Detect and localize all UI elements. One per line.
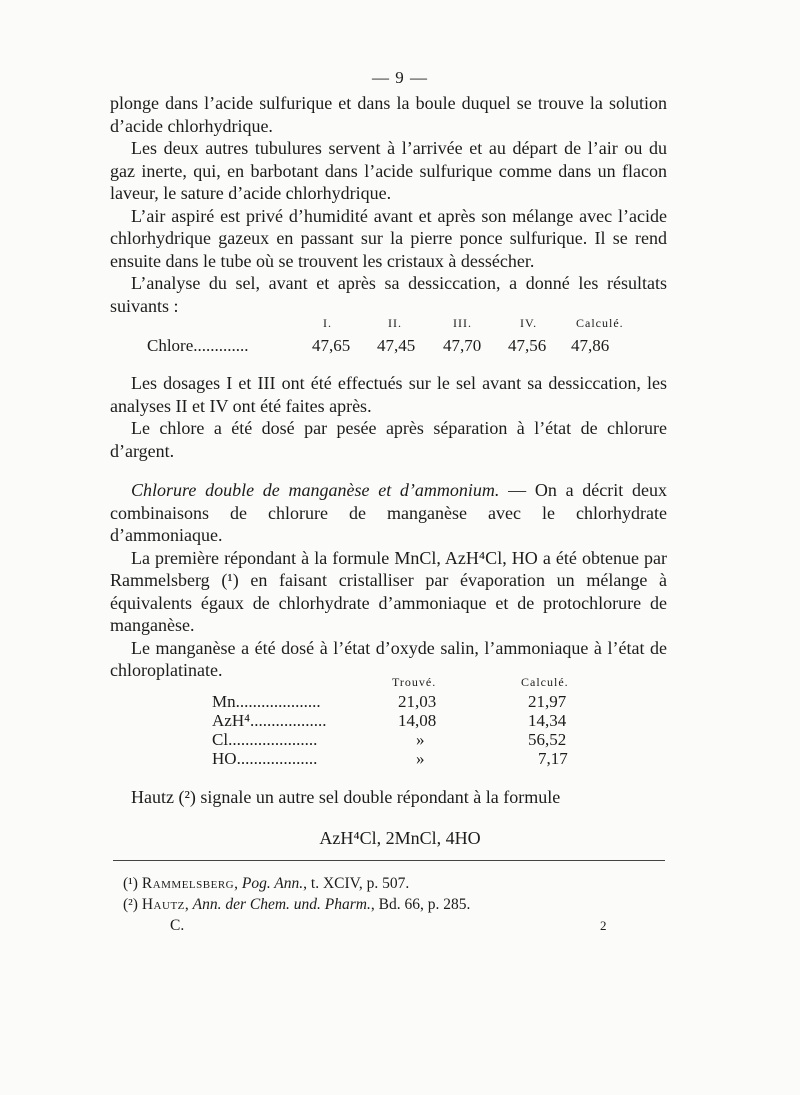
row-label: Mn.................... [212,692,321,711]
table-cell: 47,65 [312,336,351,355]
table-header: III. [453,316,472,330]
signature-mark: C. [170,917,185,934]
page-number: — 9 — [372,68,428,87]
paragraph: plonge dans l’acide sulfurique et dans la boule duquel se trouve la solution d’acide chlorhydrique. [110,93,667,136]
text-block-intro [110,92,667,317]
paragraph: La première répondant à la formule MnCl, AzH⁴Cl, HO a été obtenue par Rammelsberg (¹) en faisant cristalliser par évaporation un mélange à équivalents égaux de chlorhydrate d’ammoniaque et de protochlorure de manganèse. [110,547,667,635]
table-cell: 7,17 [538,749,568,768]
table-cell: 47,70 [443,336,482,355]
paragraph: Le chlore a été dosé par pesée après séparation à l’état de chlorure d’argent. [110,418,667,461]
table-header: I. [323,316,332,330]
row-label: Chlore............. [147,336,249,355]
text-block-dosages [110,372,667,462]
paragraph: Les deux autres tubulures servent à l’arrivée et au départ de l’air ou du gaz inerte, qui, en barbotant dans l’acide sulfurique comme dans un flacon laveur, le sature d’acide chlorhydrique. [110,138,667,203]
table-header: IV. [520,316,538,330]
table-header: Calculé. [521,675,569,689]
paragraph: L’analyse du sel, avant et après sa dessiccation, a donné les résultats suivants : [110,273,667,316]
table-cell: 14,08 [398,711,437,730]
paragraph: Les dosages I et III ont été effectués sur le sel avant sa dessiccation, les analyses II et IV ont été faites après. [110,373,667,416]
signature-number: 2 [600,918,607,933]
text-block-hautz [110,786,667,809]
table-cell: 47,86 [571,336,610,355]
table-cell: 56,52 [528,730,567,749]
footnote-divider [113,860,665,861]
table-cell: 21,97 [528,692,567,711]
row-label: HO................... [212,749,318,768]
text-block-manganese [110,479,667,682]
paragraph: Chlorure double de manganèse et d’ammonium. — On a décrit deux combinaisons de chlorure de manganèse avec le chlorhydrate d’ammoniaque. [110,480,667,545]
section-title: Chlorure double de manganèse et d’ammonium. [131,480,500,500]
table-cell: 47,56 [508,336,547,355]
paragraph: Hautz (²) signale un autre sel double répondant à la formule [131,787,561,807]
table-cell: 14,34 [528,711,567,730]
chemical-formula: AzH⁴Cl, 2MnCl, 4HO [319,828,481,848]
row-label: Cl..................... [212,730,318,749]
footnote: (¹) Rammelsberg, Pog. Ann., t. XCIV, p. 507. [123,875,410,892]
paragraph: Le manganèse a été dosé à l’état d’oxyde salin, l’ammoniaque à l’état de chloroplatinate. [110,637,667,680]
paragraph: L’air aspiré est privé d’humidité avant et après son mélange avec l’acide chlorhydrique gazeux en passant sur la pierre ponce sulfurique. Il se rend ensuite dans le tube où se trouvent les cristaux à dessécher. [110,205,667,271]
table-cell: » [416,749,425,768]
table-cell: 21,03 [398,692,437,711]
table-cell: » [416,730,425,749]
table-cell: 47,45 [377,336,416,355]
row-label: AzH⁴.................. [212,711,327,730]
footnote: (²) Hautz, Ann. der Chem. und. Pharm., Bd. 66, p. 285. [123,896,471,913]
table-header: Trouvé. [392,675,437,689]
table-header: Calculé. [576,316,624,330]
table-header: II. [388,316,402,330]
